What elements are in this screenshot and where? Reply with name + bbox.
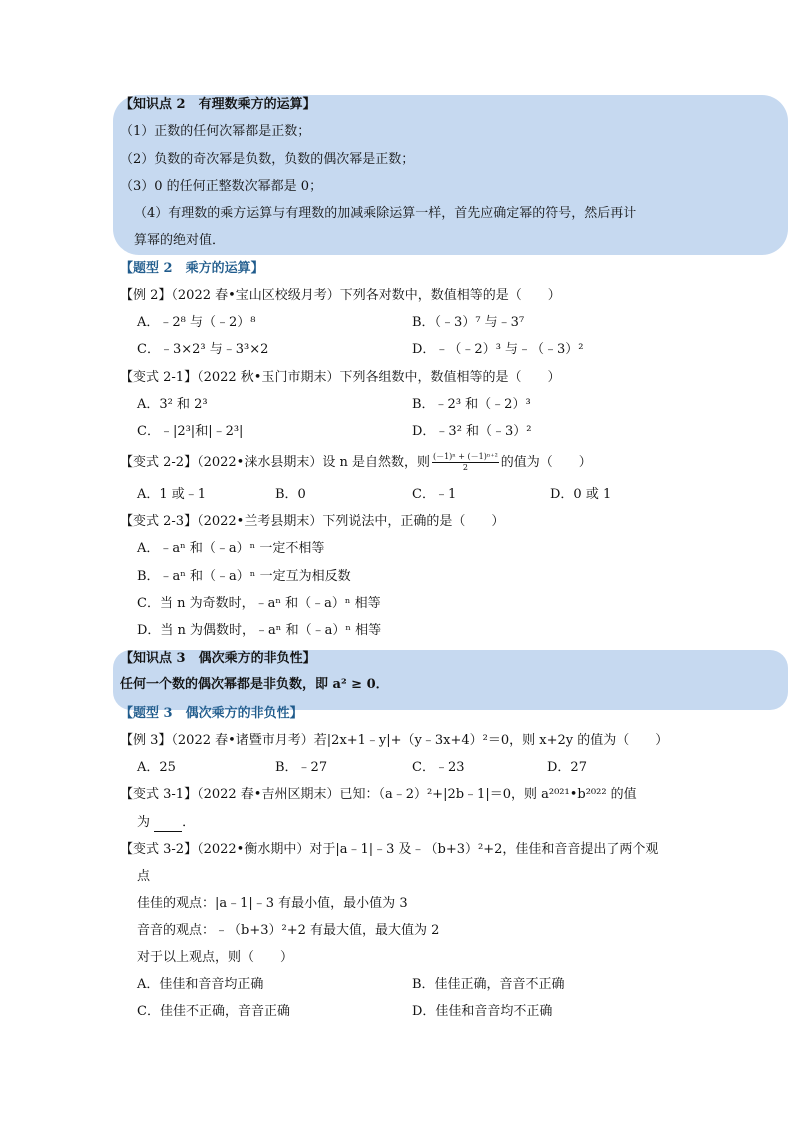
- variant-2-1-option-d: D．﹣3² 和（﹣3）²: [412, 424, 532, 439]
- example-2-option-a: A．﹣2⁸ 与（﹣2）⁸: [137, 315, 256, 330]
- example-2-option-b: B．（﹣3）⁷ 与﹣3⁷: [412, 315, 525, 330]
- kp3-title: 【知识点 3 偶次乘方的非负性】: [120, 651, 316, 666]
- variant-2-2-option-b: B．0: [275, 487, 306, 502]
- variant-3-2-option-d: D．佳佳和音音均不正确: [412, 1004, 553, 1019]
- variant-2-2-option-c: C．﹣1: [412, 487, 457, 502]
- fraction-numerator: (－1)ⁿ + (－1)ⁿ⁺²: [432, 452, 498, 461]
- variant-2-3-option-d: D．当 n 为偶数时，﹣aⁿ 和（﹣a）ⁿ 相等: [137, 623, 382, 638]
- example-2-option-c: C．﹣3×2³ 与﹣3³×2: [137, 342, 269, 357]
- variant-2-3-option-a: A．﹣aⁿ 和（﹣a）ⁿ 一定不相等: [137, 541, 325, 556]
- example-3-option-c: C．﹣23: [412, 760, 465, 775]
- fraction-denominator: 2: [462, 463, 468, 472]
- example-2-head: 【例 2】（2022 春•宝山区校级月考）下列各对数中，数值相等的是（ ）: [120, 288, 561, 303]
- question-type-3-title: 【题型 3 偶次乘方的非负性】: [120, 706, 303, 721]
- kp2-item-5: 算幂的绝对值．: [134, 233, 226, 248]
- kp2-title: 【知识点 2 有理数乘方的运算】: [120, 97, 316, 112]
- variant-3-1-line2: 为 ．: [137, 815, 196, 830]
- variant-3-1-prefix: 为: [137, 815, 151, 830]
- example-3-option-d: D．27: [547, 760, 587, 775]
- variant-2-1-option-b: B．﹣2³ 和（﹣2）³: [412, 397, 531, 412]
- variant-3-2-option-b: B．佳佳正确，音音不正确: [412, 977, 565, 992]
- kp2-item-2: （2）负数的奇次幂是负数，负数的偶次幂是正数；: [120, 152, 415, 167]
- example-3-option-a: A．25: [137, 760, 176, 775]
- variant-3-2-question: 对于以上观点，则（ ）: [137, 950, 294, 965]
- variant-3-1-head: 【变式 3-1】（2022 春•吉州区期末）已知：（a﹣2）²+|2b﹣1|＝0，则 a²⁰²¹•b²⁰²² 的值: [120, 787, 637, 802]
- variant-3-2-view-2: 音音的观点：﹣（b+3）²+2 有最大值，最大值为 2: [137, 923, 440, 938]
- example-3-option-b: B．﹣27: [275, 760, 328, 775]
- variant-2-1-head: 【变式 2-1】（2022 秋•玉门市期末）下列各组数中，数值相等的是（ ）: [120, 370, 561, 385]
- example-2-option-d: D．﹣（﹣2）³ 与﹣（﹣3）²: [412, 342, 584, 357]
- variant-3-2-head: 【变式 3-2】（2022•衡水期中）对于|a﹣1|﹣3 及﹣（b+3）²+2，佳佳和音音提出了两个观: [120, 842, 659, 857]
- variant-2-2-head: [120, 452, 592, 474]
- knowledge-box-2: [113, 95, 788, 255]
- variant-2-3-option-b: B．﹣aⁿ 和（﹣a）ⁿ 一定互为相反数: [137, 569, 351, 584]
- variant-3-2-option-c: C．佳佳不正确，音音正确: [137, 1004, 290, 1019]
- kp2-item-4: （4）有理数的乘方运算与有理数的加减乘除运算一样，首先应确定幂的符号，然后再计: [134, 206, 637, 221]
- variant-2-1-option-c: C．﹣|2³|和|﹣2³|: [137, 424, 244, 439]
- kp3-text: 任何一个数的偶次幂都是非负数，即 a² ≥ 0．: [120, 677, 389, 692]
- kp2-item-3: （3）0 的任何正整数次幂都是 0；: [120, 179, 323, 194]
- question-type-2-title: 【题型 2 乘方的运算】: [120, 261, 264, 276]
- variant-2-2-option-d: D．0 或 1: [550, 487, 612, 502]
- variant-2-3-option-c: C．当 n 为奇数时，﹣aⁿ 和（﹣a）ⁿ 相等: [137, 596, 381, 611]
- variant-2-2-option-a: A．1 或﹣1: [137, 487, 207, 502]
- variant-2-2-head-tail: 的值为（ ）: [500, 455, 592, 470]
- variant-2-3-head: 【变式 2-3】（2022•兰考县期末）下列说法中，正确的是（ ）: [120, 514, 505, 529]
- kp2-item-1: （1）正数的任何次幂都是正数；: [120, 124, 311, 139]
- variant-2-2-fraction: [432, 452, 499, 473]
- example-3-head: 【例 3】（2022 春•诸暨市月考）若|2x+1﹣y|+（y﹣3x+4）²＝0，则 x+2y 的值为（ ）: [120, 733, 669, 748]
- variant-2-2-head-text: 【变式 2-2】（2022•涞水县期末）设 n 是自然数，则: [120, 455, 430, 470]
- variant-3-2-option-a: A．佳佳和音音均正确: [137, 977, 264, 992]
- variant-3-2-view-1: 佳佳的观点：|a﹣1|﹣3 有最小值，最小值为 3: [137, 896, 408, 911]
- variant-2-1-option-a: A．3² 和 2³: [137, 397, 208, 412]
- answer-blank[interactable]: [154, 819, 182, 832]
- variant-3-2-head-cont: 点: [137, 869, 151, 884]
